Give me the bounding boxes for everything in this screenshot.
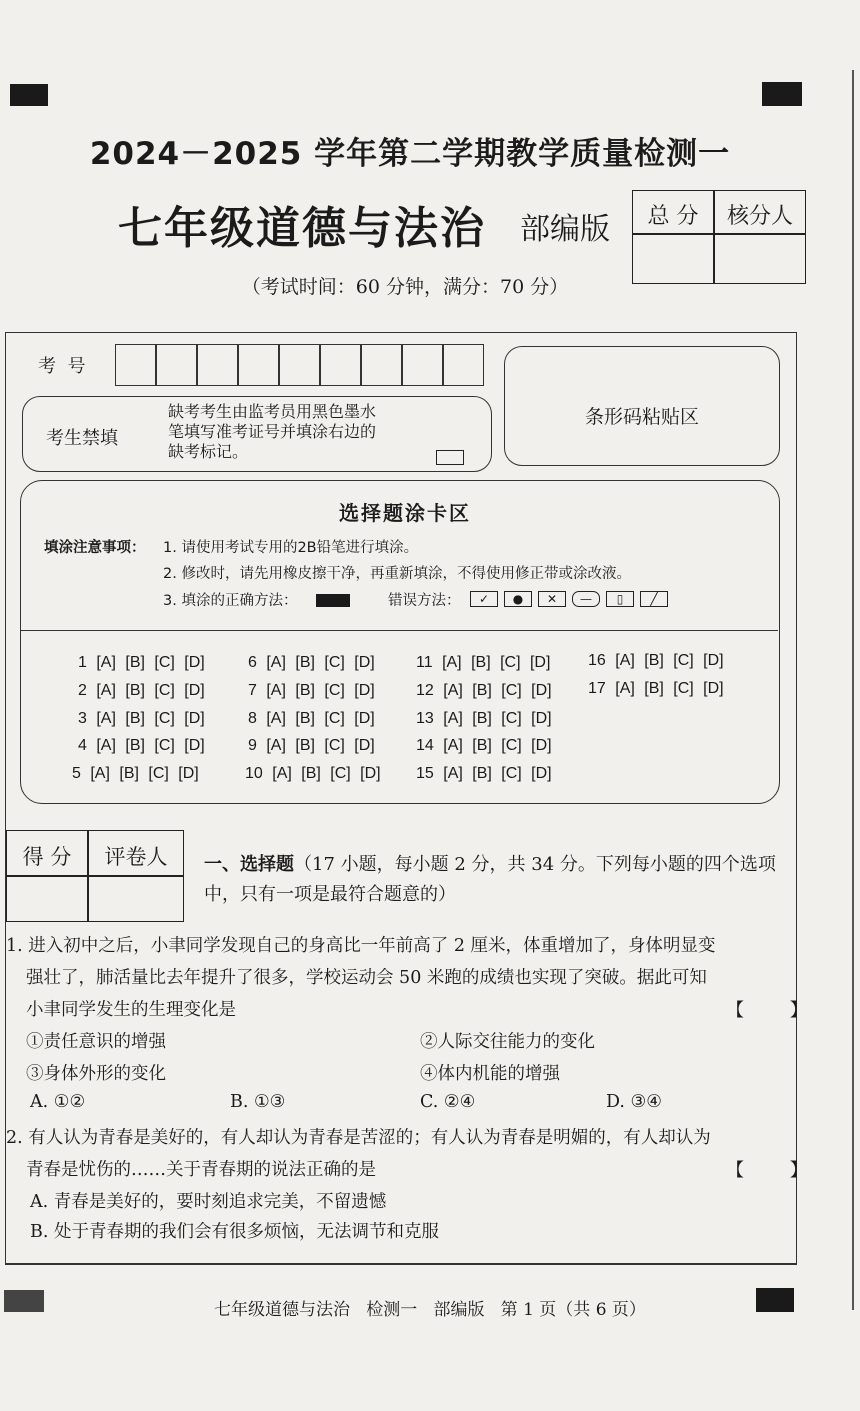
answer-row[interactable]: 6 [A] [B] [C] [D] — [248, 654, 375, 671]
page-edge-line — [852, 70, 854, 1310]
question-1-line-1: 1. 进入初中之后，小聿同学发现自己的身高比一年前高了 2 厘米，体重增加了，身体明显变 — [6, 936, 716, 956]
registration-mark-top-left — [10, 84, 48, 106]
choice-a[interactable]: A. ①② — [30, 1092, 86, 1112]
exam-number-cell[interactable] — [443, 344, 484, 386]
answer-row[interactable]: 15 [A] [B] [C] [D] — [416, 765, 552, 782]
registration-mark-top-right — [762, 82, 802, 106]
absent-mark-box[interactable] — [436, 450, 464, 465]
answer-row[interactable]: 5 [A] [B] [C] [D] — [72, 765, 199, 782]
answer-bracket[interactable]: 【 】 — [726, 1160, 808, 1181]
question-1-line-3: 小聿同学发生的生理变化是 — [26, 1000, 236, 1020]
answer-card-divider — [21, 630, 778, 631]
answer-row[interactable]: 4 [A] [B] [C] [D] — [78, 737, 205, 754]
answer-row[interactable]: 3 [A] [B] [C] [D] — [78, 710, 205, 727]
answer-row[interactable]: 14 [A] [B] [C] [D] — [416, 737, 552, 754]
question-1-line-2: 强壮了，肺活量比去年提升了很多，学校运动会 50 米跑的成绩也实现了突破。据此可知 — [26, 968, 707, 988]
subject-title: 七年级道德与法治 — [118, 203, 486, 254]
exam-number-label: 考 号 — [38, 356, 86, 377]
choice-a[interactable]: A. 青春是美好的，要时刻追求完美，不留遗憾 — [30, 1192, 387, 1212]
wrong-tick-sample: ✓ — [470, 591, 498, 607]
score-checker-label: 核分人 — [726, 204, 793, 229]
grader-label: 评卷人 — [104, 845, 168, 869]
choice-c[interactable]: C. ②④ — [420, 1092, 476, 1112]
answer-row[interactable]: 1 [A] [B] [C] [D] — [78, 654, 205, 671]
wrong-oval-sample: — — [572, 591, 600, 607]
statement-1: ①责任意识的增强 — [26, 1032, 166, 1052]
answer-row[interactable]: 10 [A] [B] [C] [D] — [245, 765, 381, 782]
exam-number-cell[interactable] — [361, 344, 402, 386]
page-footer: 七年级道德与法治 检测一 部编版 第 1 页（共 6 页） — [214, 1300, 646, 1320]
answer-row[interactable]: 13 [A] [B] [C] [D] — [416, 710, 552, 727]
question-2-line-2: 青春是忧伤的……关于青春期的说法正确的是 — [26, 1160, 376, 1180]
answer-card-title: 选择题涂卡区 — [339, 501, 471, 525]
wrong-method-samples — [470, 588, 674, 607]
absent-label: 考生禁填 — [46, 428, 118, 449]
answer-card — [20, 480, 780, 804]
statement-2: ②人际交往能力的变化 — [420, 1032, 595, 1052]
answer-bracket[interactable]: 【 】 — [726, 1000, 808, 1021]
exam-number-cell[interactable] — [320, 344, 361, 386]
choice-b[interactable]: B. 处于青春期的我们会有很多烦恼，无法调节和克服 — [30, 1222, 439, 1242]
wrong-method-label: 错误方法： — [388, 593, 461, 609]
exam-number-cell[interactable] — [238, 344, 279, 386]
exam-number-cell[interactable] — [115, 344, 156, 386]
wrong-slash-sample: ╱ — [640, 591, 668, 607]
section-heading: 一、选择题（17 小题，每小题 2 分，共 34 分。下列每小题的四个选项 — [204, 854, 776, 875]
edition-label: 部编版 — [520, 212, 610, 247]
wrong-partial-sample: ▯ — [606, 591, 634, 607]
section-heading-line2: 中，只有一项是最符合题意的） — [204, 884, 456, 905]
exam-info: （考试时间：60 分钟，满分：70 分） — [241, 276, 569, 298]
question-2-line-1: 2. 有人认为青春是美好的，有人却认为青春是苦涩的；有人认为青春是明媚的，有人却认为 — [6, 1128, 711, 1148]
score-label: 得 分 — [22, 845, 72, 869]
wrong-dot-sample: ● — [504, 591, 532, 607]
answer-row[interactable]: 11 [A] [B] [C] [D] — [416, 654, 551, 671]
answer-row[interactable]: 16 [A] [B] [C] [D] — [588, 652, 724, 669]
absent-note: 缺考考生由监考员用黑色墨水 笔填写准考证号并填涂右边的 缺考标记。 — [168, 402, 377, 461]
grader-box — [6, 830, 184, 922]
note-3: 3. 填涂的正确方法： — [163, 593, 298, 609]
barcode-label: 条形码粘贴区 — [584, 406, 699, 428]
total-score-label: 总 分 — [647, 204, 699, 229]
note-2: 2. 修改时，请先用橡皮擦干净，再重新填涂，不得使用修正带或涂改液。 — [163, 566, 631, 582]
exam-number-cell[interactable] — [197, 344, 238, 386]
answer-row[interactable]: 12 [A] [B] [C] [D] — [416, 682, 552, 699]
answer-row[interactable]: 17 [A] [B] [C] [D] — [588, 680, 724, 697]
answer-row[interactable]: 2 [A] [B] [C] [D] — [78, 682, 205, 699]
choice-b[interactable]: B. ①③ — [230, 1092, 286, 1112]
notes-label: 填涂注意事项： — [44, 540, 146, 556]
answer-row[interactable]: 8 [A] [B] [C] [D] — [248, 710, 375, 727]
answer-row[interactable]: 9 [A] [B] [C] [D] — [248, 737, 375, 754]
statement-3: ③身体外形的变化 — [26, 1064, 166, 1084]
note-1: 1. 请使用考试专用的2B铅笔进行填涂。 — [163, 540, 419, 556]
exam-number-cell[interactable] — [156, 344, 197, 386]
total-score-box — [632, 190, 806, 284]
statement-4: ④体内机能的增强 — [420, 1064, 560, 1084]
answer-row[interactable]: 7 [A] [B] [C] [D] — [248, 682, 375, 699]
choice-d[interactable]: D. ③④ — [606, 1092, 662, 1112]
wrong-cross-sample: ✕ — [538, 591, 566, 607]
exam-number-cell[interactable] — [402, 344, 443, 386]
correct-fill-sample — [316, 594, 350, 607]
exam-title: 2024－2025 学年第二学期教学质量检测一 — [89, 136, 731, 172]
exam-number-cell[interactable] — [279, 344, 320, 386]
